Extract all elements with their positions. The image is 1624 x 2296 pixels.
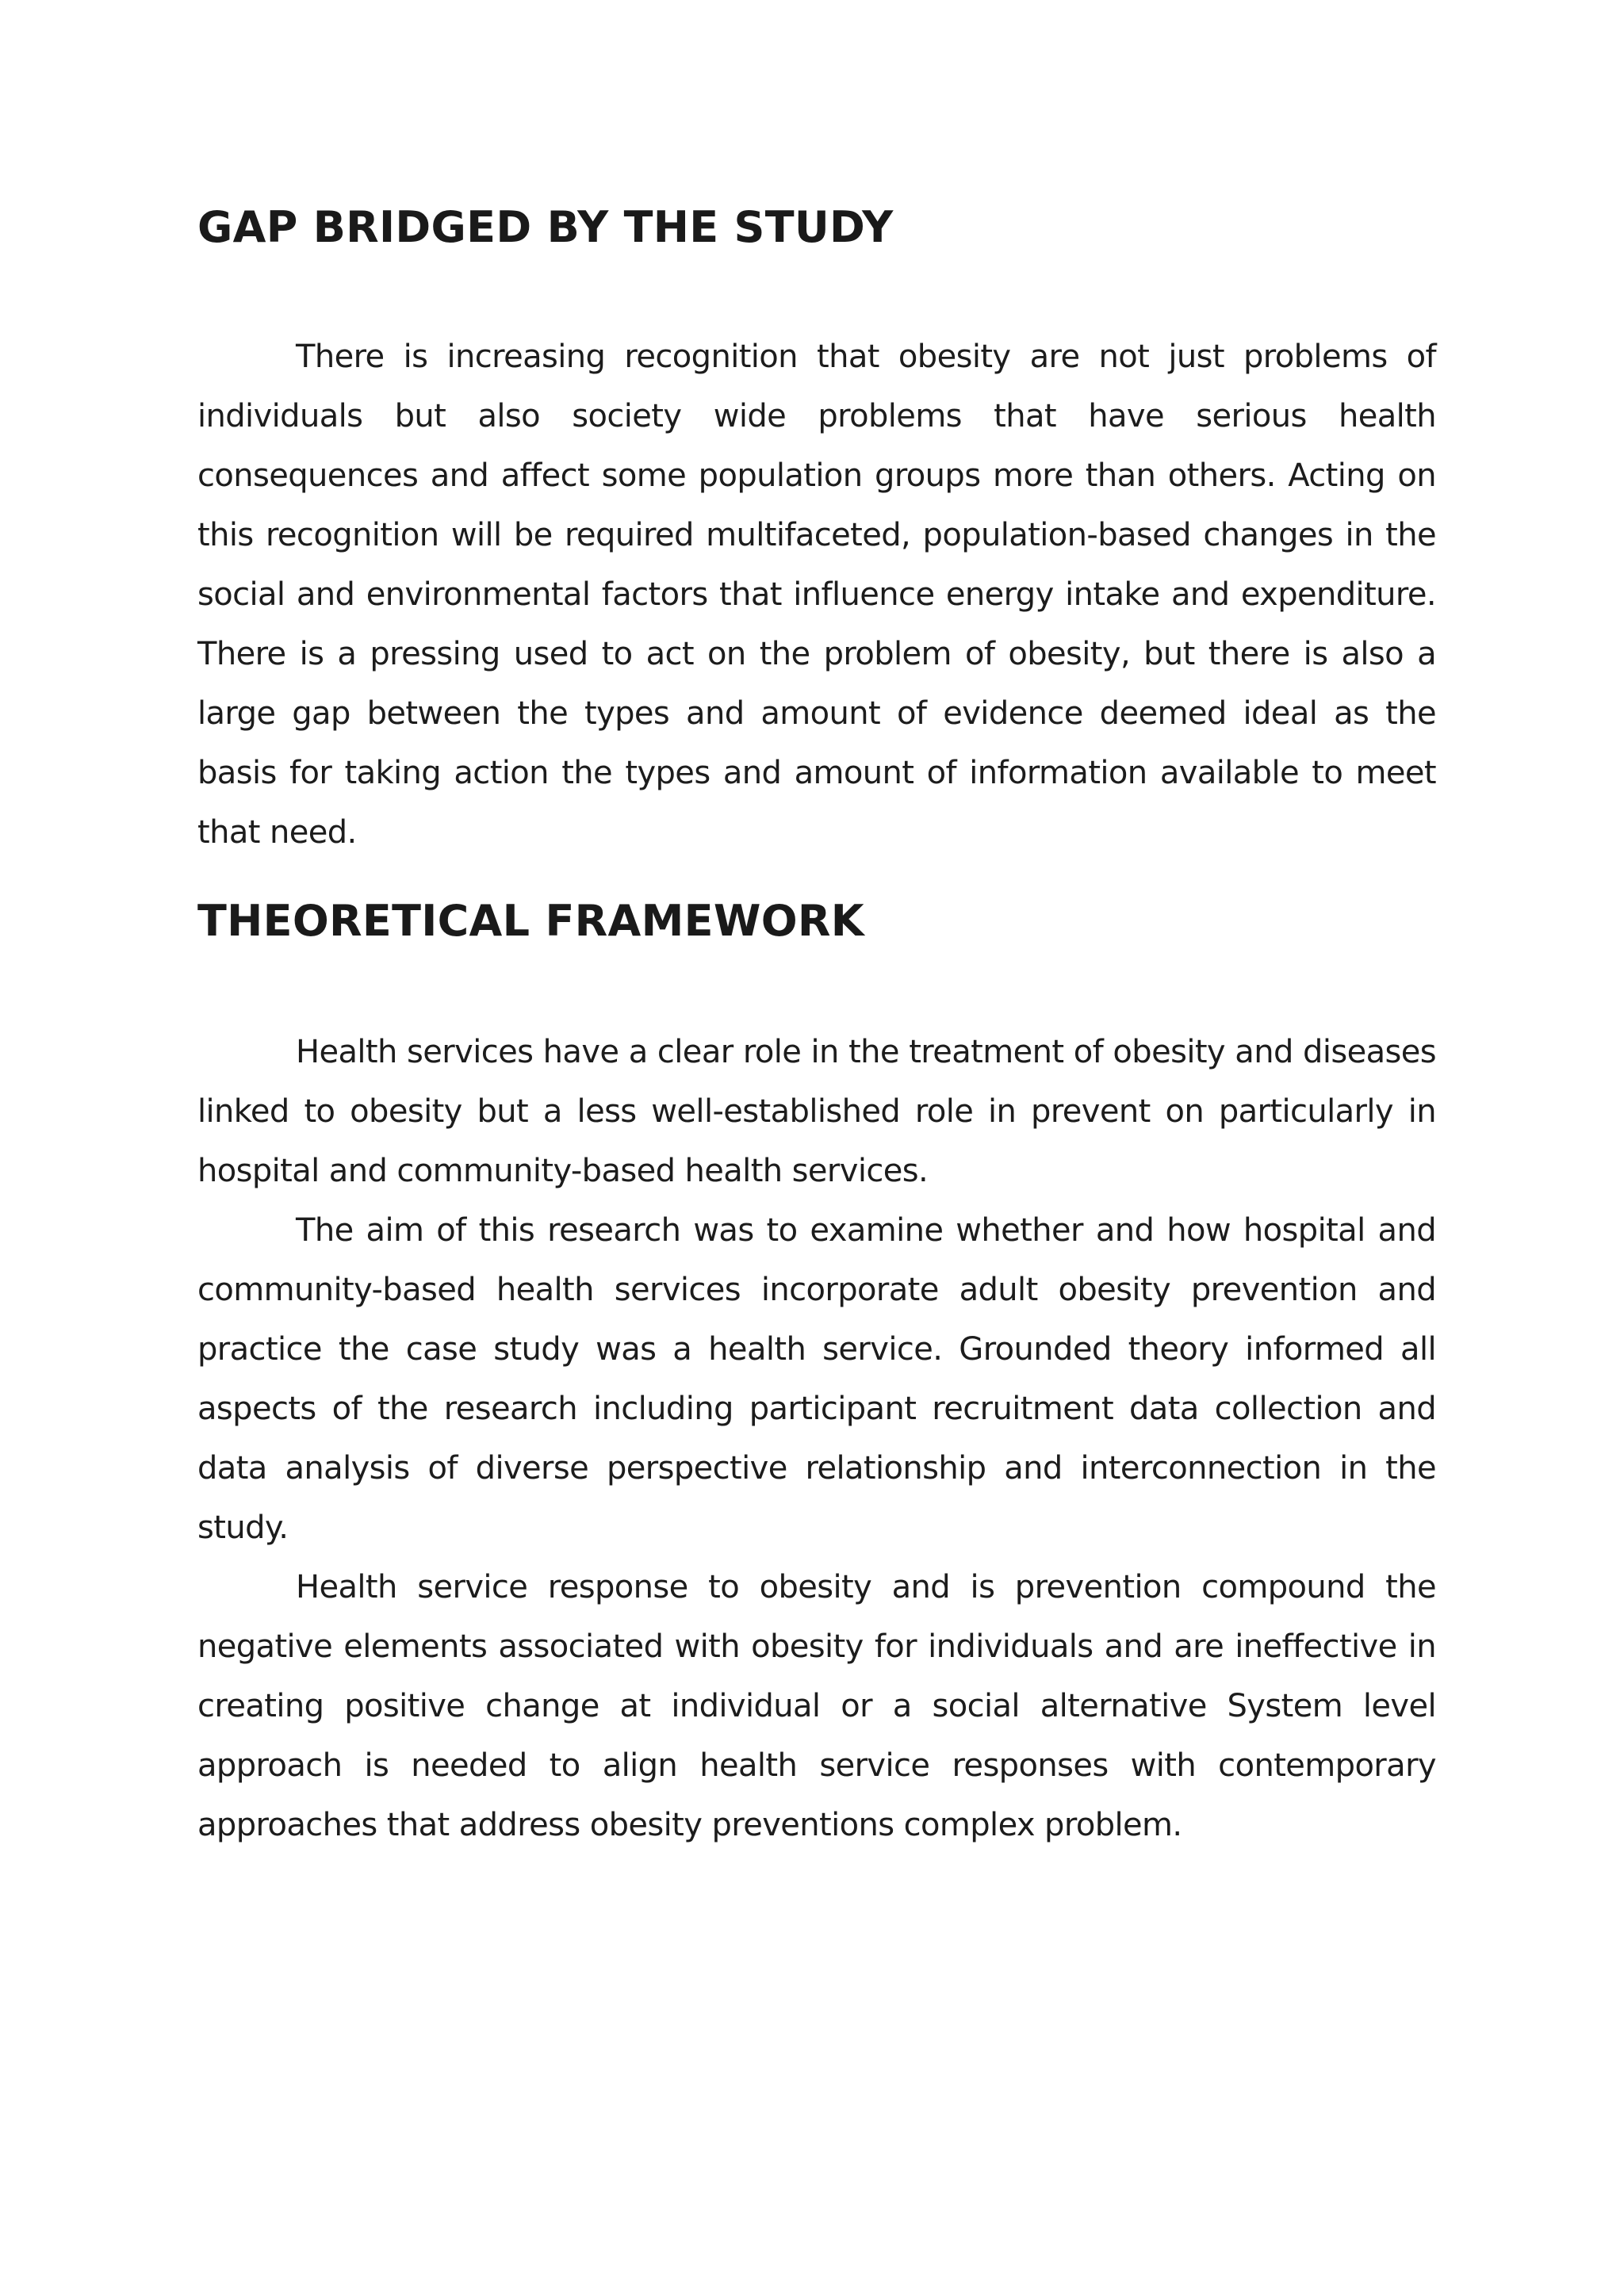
section-theoretical-framework-body (197, 1023, 1436, 1855)
paragraph: Health services have a clear role in the treatment of obesity and diseases linked to obesity but a less well-established role in prevent on particularly in hospital and community-based health services. (197, 1034, 1436, 1189)
paragraph: The aim of this research was to examine whether and how hospital and community-based health services incorporate adult obesity prevention and practice the case study was a health service. Grounded theory informed all aspects of the research including participant recruitment data collection and data analysis of diverse perspective relationship and interconnection in the study. (197, 1212, 1436, 1546)
section-gap-bridged-body (197, 327, 1436, 863)
section-theoretical-framework (197, 896, 1436, 947)
section-gap-bridged (197, 202, 1436, 253)
paragraph: There is increasing recognition that obesity are not just problems of individuals but also society wide problems that have serious health consequences and affect some population groups more than others. Acting on this recognition will be required multifaceted, population-based changes in the social and environmental factors that influence energy intake and expenditure. There is a pressing used to act on the problem of obesity, but there is also a large gap between the types and amount of evidence deemed ideal as the basis for taking action the types and amount of information available to meet that need. (197, 339, 1436, 851)
paragraph: Health service response to obesity and is prevention compound the negative elements associated with obesity for individuals and are ineffective in creating positive change at individual or a social alternative System level approach is needed to align health service responses with contemporary approaches that address obesity preventions complex problem. (197, 1569, 1436, 1843)
section-heading-theoretical-framework: THEORETICAL FRAMEWORK (197, 896, 864, 946)
section-heading-gap-bridged: GAP BRIDGED BY THE STUDY (197, 202, 894, 252)
